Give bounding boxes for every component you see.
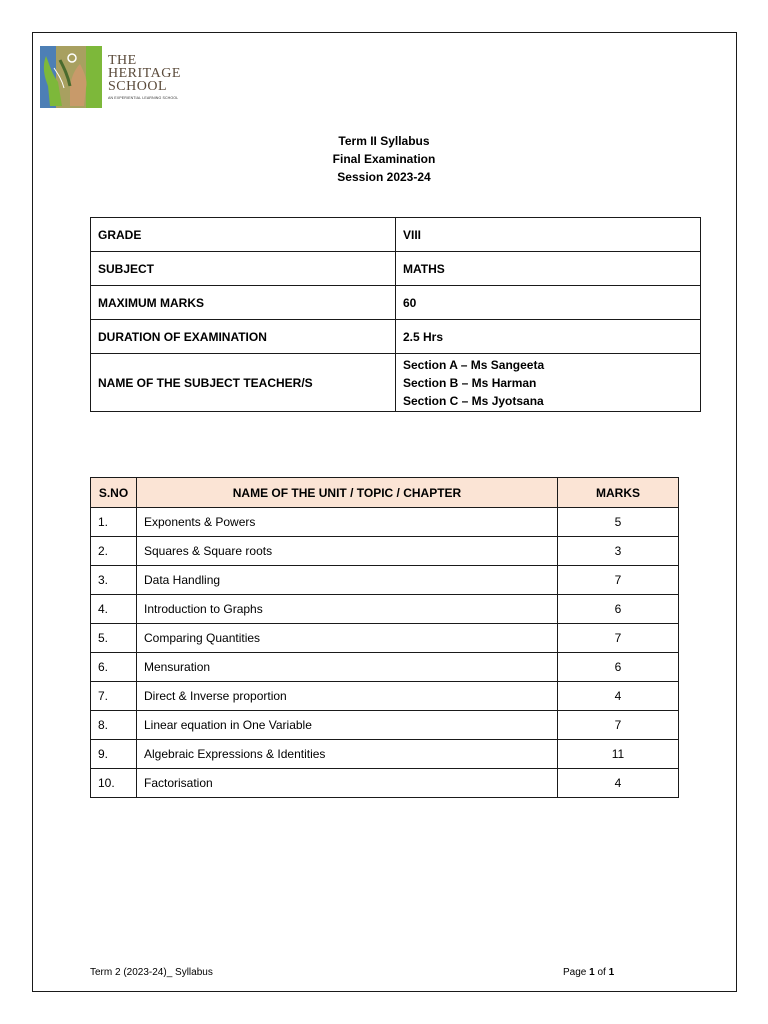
info-label: MAXIMUM MARKS — [91, 286, 396, 320]
row-marks: 6 — [558, 595, 679, 624]
row-sno: 8. — [91, 711, 137, 740]
row-topic-name: Data Handling — [137, 566, 558, 595]
header-subtitle: Final Examination — [332, 152, 436, 166]
school-logo — [40, 46, 192, 108]
info-row-subject — [91, 252, 701, 286]
row-marks: 6 — [558, 653, 679, 682]
row-sno: 7. — [91, 682, 137, 711]
row-topic-name: Mensuration — [137, 653, 558, 682]
syllabus-table — [90, 477, 679, 798]
row-marks: 5 — [558, 508, 679, 537]
info-row-max-marks — [91, 286, 701, 320]
row-topic-name: Algebraic Expressions & Identities — [137, 740, 558, 769]
row-topic-name: Exponents & Powers — [137, 508, 558, 537]
row-topic-name: Factorisation — [137, 769, 558, 798]
column-header-marks: MARKS — [558, 478, 679, 508]
table-row — [91, 769, 679, 798]
row-marks: 4 — [558, 769, 679, 798]
row-sno: 4. — [91, 595, 137, 624]
syllabus-header-row — [91, 478, 679, 508]
row-marks: 7 — [558, 566, 679, 595]
table-row — [91, 595, 679, 624]
exam-info-table — [90, 217, 701, 412]
header-title: Term II Syllabus — [338, 134, 430, 148]
school-name: THE HERITAGE SCHOOL — [108, 53, 181, 94]
info-value — [396, 354, 701, 412]
row-marks: 3 — [558, 537, 679, 566]
row-marks: 4 — [558, 682, 679, 711]
row-sno: 5. — [91, 624, 137, 653]
table-row — [91, 566, 679, 595]
row-sno: 10. — [91, 769, 137, 798]
info-row-duration — [91, 320, 701, 354]
info-row-teachers — [91, 354, 701, 412]
row-topic-name: Comparing Quantities — [137, 624, 558, 653]
document-header — [0, 132, 768, 186]
header-session: Session 2023-24 — [337, 170, 431, 184]
footer-document-label: Term 2 (2023-24)_ Syllabus — [90, 967, 213, 978]
table-row — [91, 682, 679, 711]
info-value: 60 — [396, 286, 701, 320]
info-label: NAME OF THE SUBJECT TEACHER/S — [91, 354, 396, 412]
teacher-section-a: Section A – Ms Sangeeta — [403, 357, 545, 372]
teacher-section-b: Section B – Ms Harman — [403, 375, 537, 390]
table-row — [91, 508, 679, 537]
row-topic-name: Linear equation in One Variable — [137, 711, 558, 740]
school-logo-emblem-icon — [40, 46, 102, 108]
teacher-section-c: Section C – Ms Jyotsana — [403, 393, 544, 408]
info-value: 2.5 Hrs — [396, 320, 701, 354]
row-sno: 1. — [91, 508, 137, 537]
school-tagline: AN EXPERIENTIAL LEARNING SCHOOL — [108, 96, 179, 100]
row-sno: 9. — [91, 740, 137, 769]
row-sno: 6. — [91, 653, 137, 682]
row-marks: 11 — [558, 740, 679, 769]
table-row — [91, 537, 679, 566]
column-header-sno: S.NO — [91, 478, 137, 508]
column-header-name: NAME OF THE UNIT / TOPIC / CHAPTER — [137, 478, 558, 508]
info-label: DURATION OF EXAMINATION — [91, 320, 396, 354]
row-marks: 7 — [558, 711, 679, 740]
row-topic-name: Introduction to Graphs — [137, 595, 558, 624]
table-row — [91, 740, 679, 769]
row-topic-name: Squares & Square roots — [137, 537, 558, 566]
info-label: SUBJECT — [91, 252, 396, 286]
row-sno: 3. — [91, 566, 137, 595]
row-marks: 7 — [558, 624, 679, 653]
table-row — [91, 624, 679, 653]
row-sno: 2. — [91, 537, 137, 566]
footer-page-number: Page 1 of 1 — [563, 967, 615, 978]
info-row-grade — [91, 218, 701, 252]
info-value: MATHS — [396, 252, 701, 286]
table-row — [91, 711, 679, 740]
info-value: VIII — [396, 218, 701, 252]
info-label: GRADE — [91, 218, 396, 252]
row-topic-name: Direct & Inverse proportion — [137, 682, 558, 711]
table-row — [91, 653, 679, 682]
